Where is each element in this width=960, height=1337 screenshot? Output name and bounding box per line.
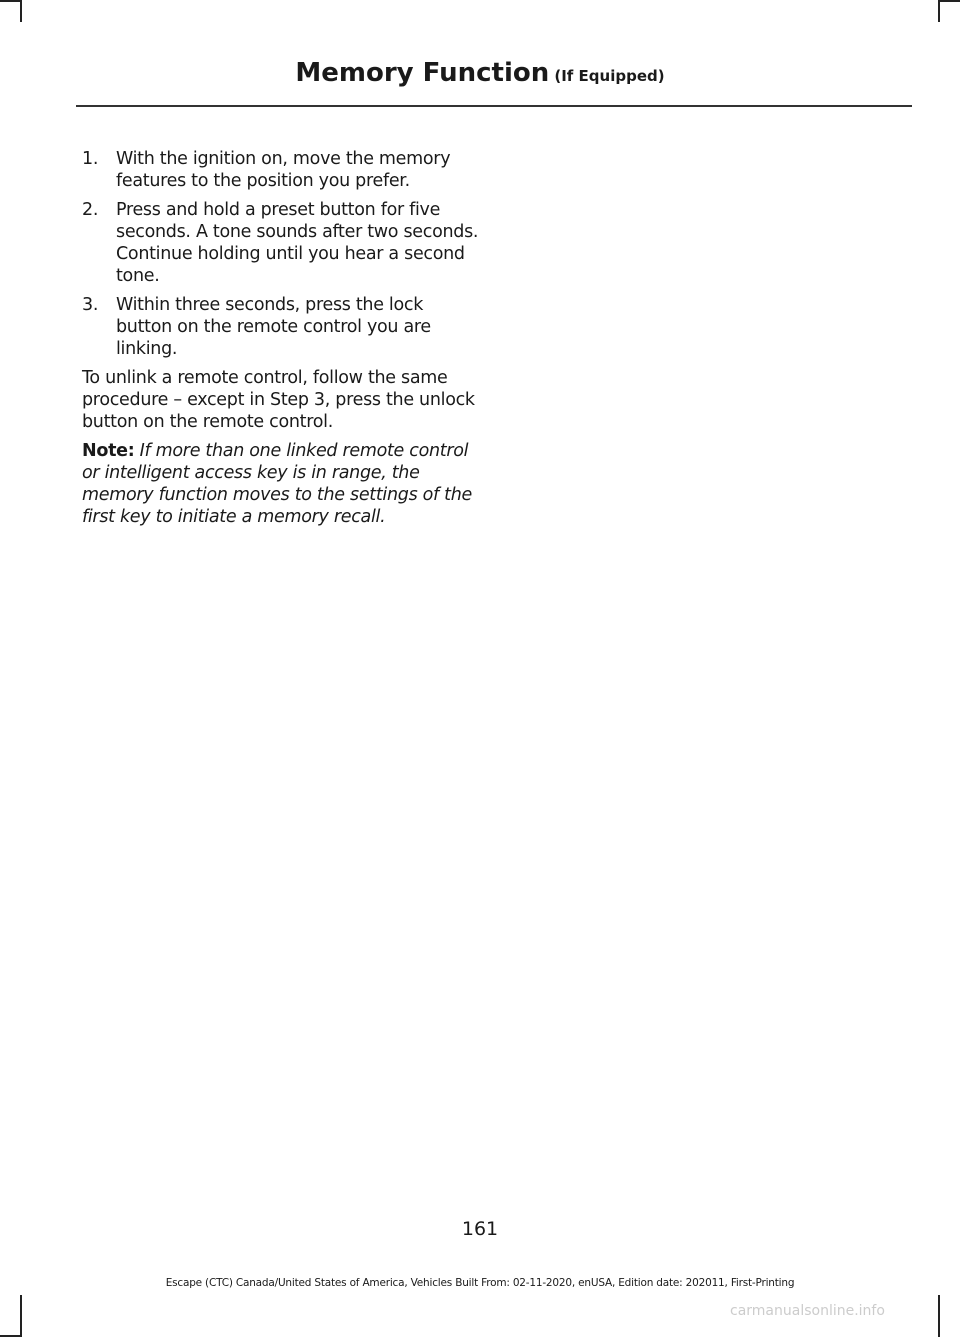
unlink-paragraph: To unlink a remote control, follow the same procedure – except in Step 3, press the unlock button on the remote control. [82, 368, 475, 432]
note [82, 440, 482, 528]
page-header [0, 58, 960, 88]
crop-mark-top-right [938, 0, 940, 22]
crop-mark-top-right [938, 0, 960, 2]
watermark: carmanualsonline.info [730, 1303, 885, 1319]
page-title: Memory Function [295, 58, 550, 88]
page-subtitle: (If Equipped) [554, 67, 665, 85]
step-number: 2. [82, 200, 99, 220]
list-item [82, 148, 482, 192]
crop-mark-top-left [0, 0, 20, 2]
step-number: 3. [82, 295, 99, 315]
page-number: 161 [461, 1218, 499, 1240]
footer-text: Escape (CTC) Canada/United States of America, Vehicles Built From: 02-11-2020, enUSA, Edition date: 202011, First-Printing [165, 1277, 795, 1289]
step-text: With the ignition on, move the memory features to the position you prefer. [116, 149, 451, 191]
crop-mark-bottom-right [938, 1295, 940, 1337]
note-text: If more than one linked remote control or intelligent access key is in range, the memory function moves to the settings of the first key to initiate a memory recall. [82, 441, 473, 527]
list-item [82, 199, 482, 287]
crop-mark-bottom-left [20, 1295, 22, 1337]
header-divider [76, 105, 912, 107]
step-text: Within three seconds, press the lock button on the remote control you are linking. [116, 295, 431, 359]
crop-mark-top-left [20, 0, 22, 22]
main-content [82, 148, 482, 535]
list-item [82, 294, 482, 360]
step-number: 1. [82, 149, 99, 169]
note-label: Note: [82, 441, 135, 461]
step-text: Press and hold a preset button for five seconds. A tone sounds after two seconds. Continue holding until you hear a second tone. [116, 200, 479, 286]
steps-list [82, 148, 482, 360]
